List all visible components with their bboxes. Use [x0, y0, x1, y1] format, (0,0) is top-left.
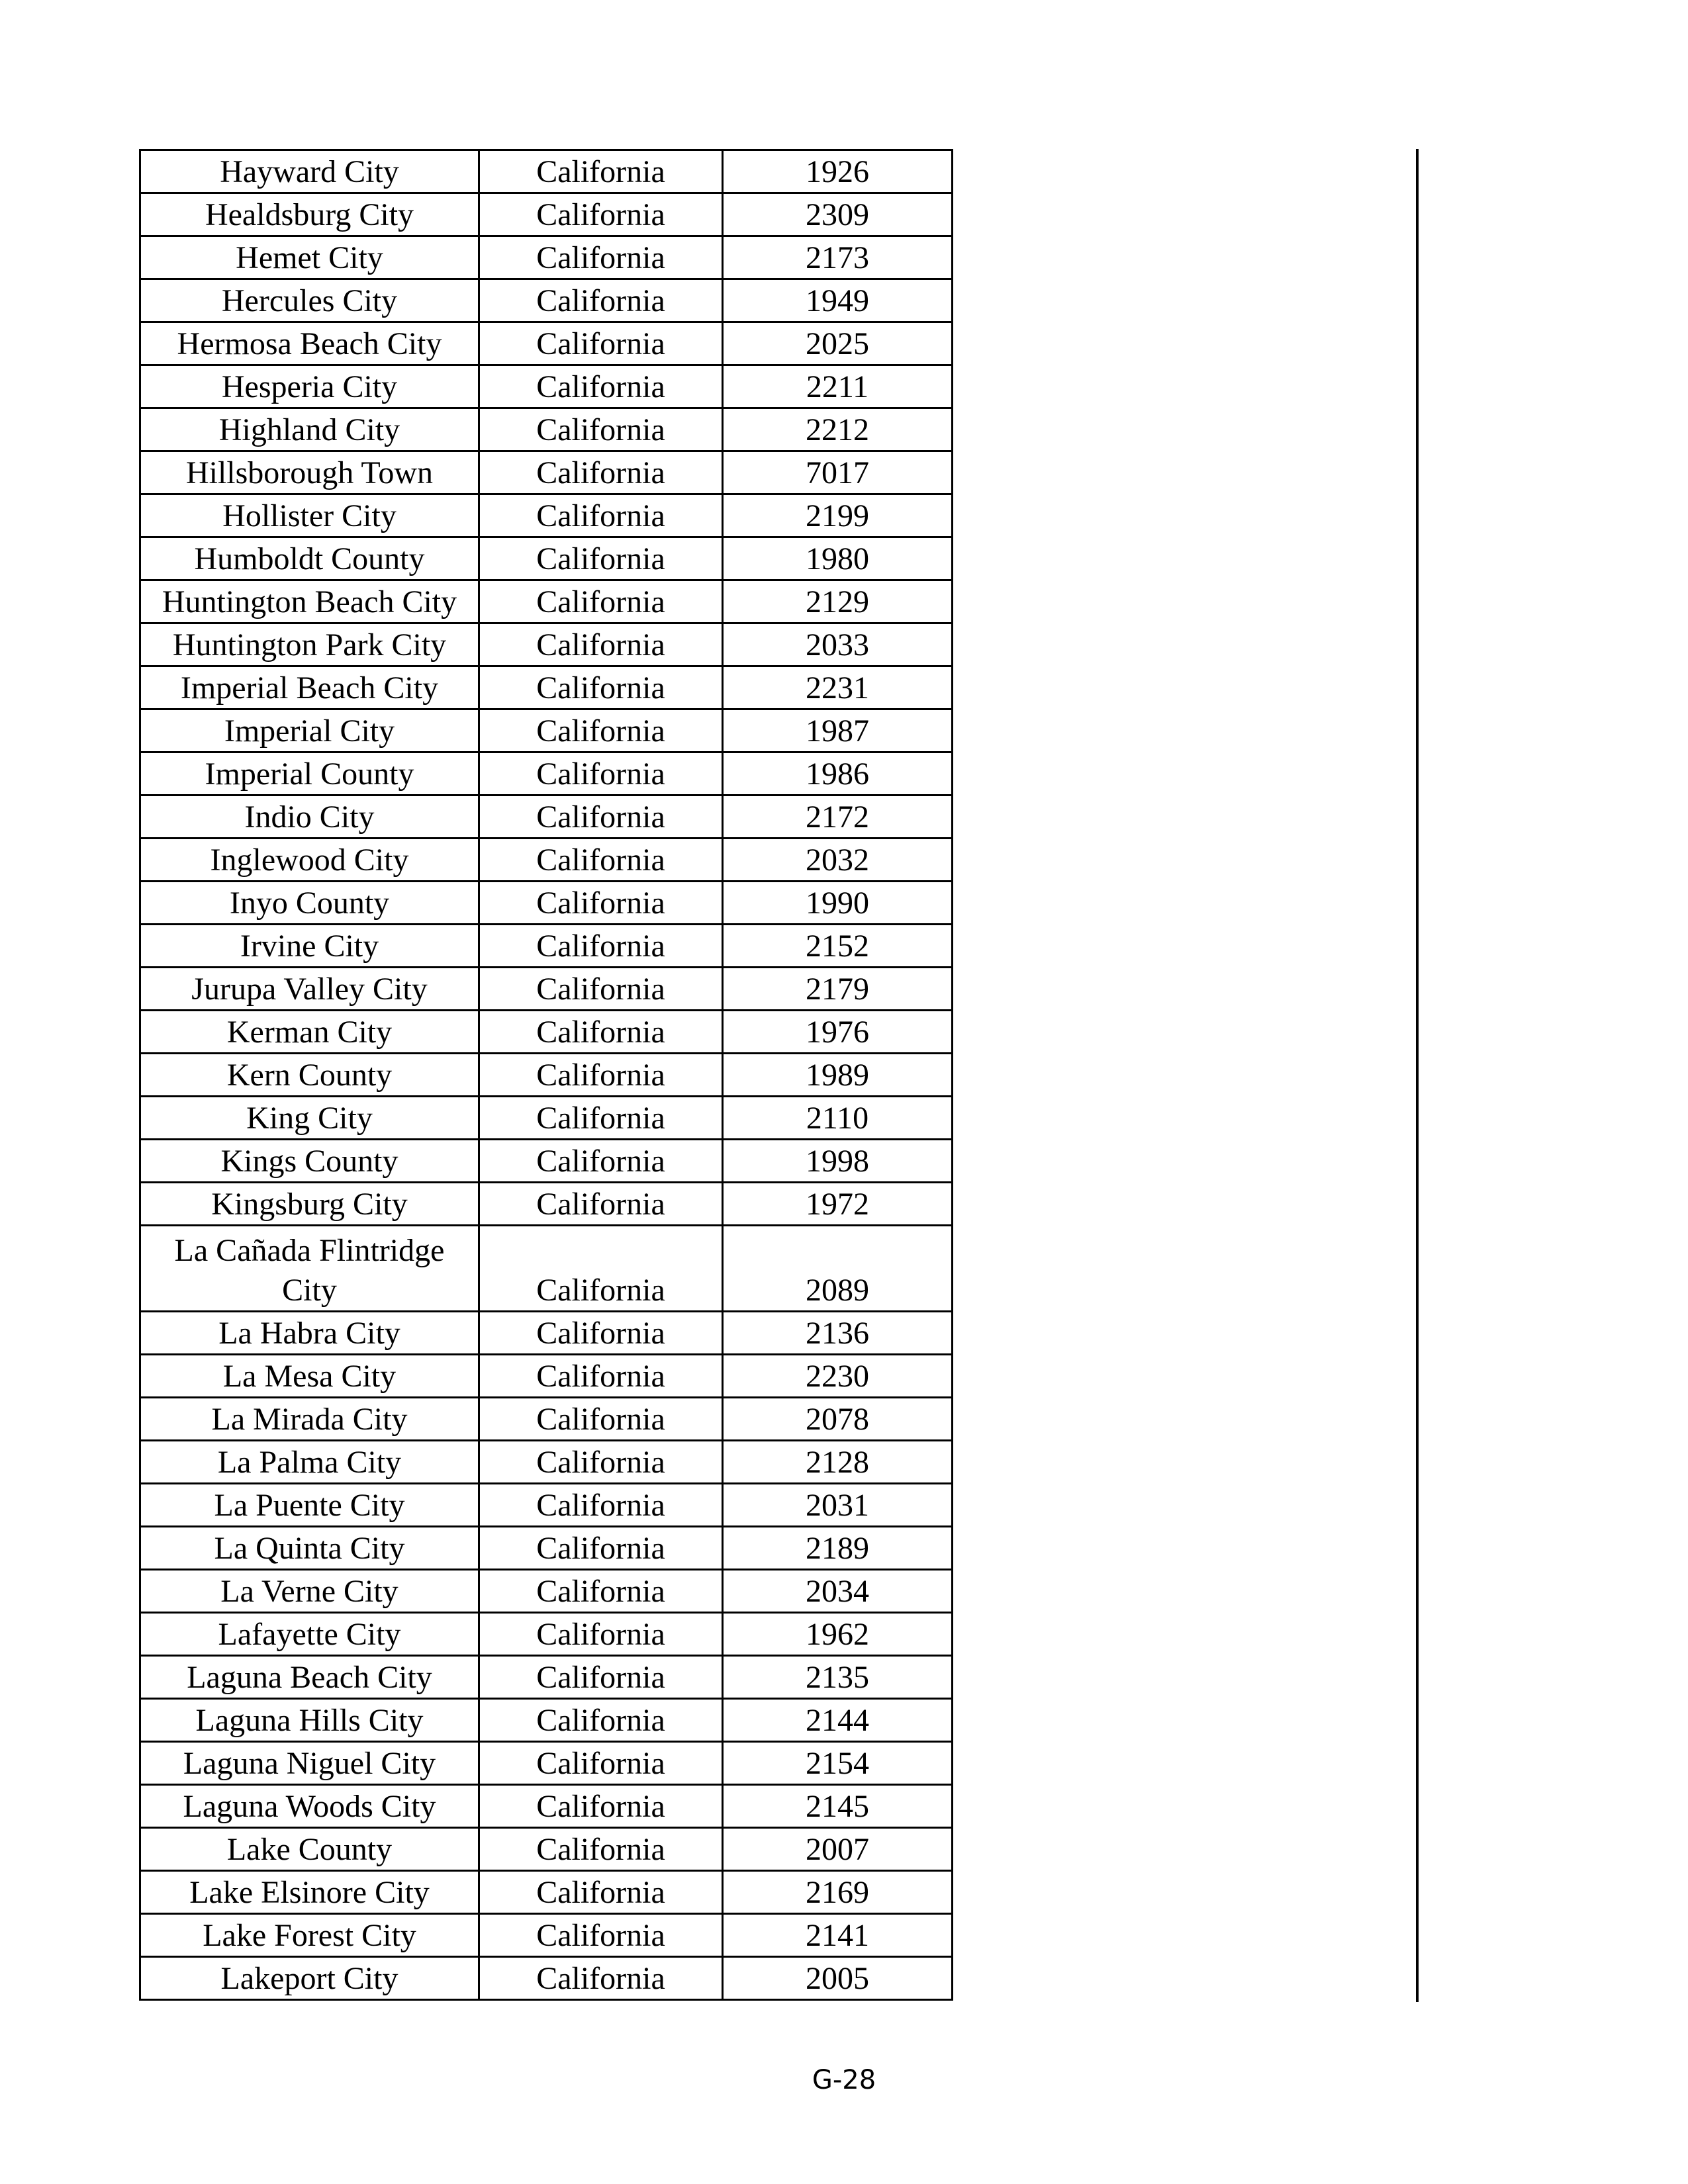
table-row	[140, 666, 953, 709]
state-cell: California	[479, 1871, 723, 1914]
state-cell: California	[479, 322, 723, 365]
table-row	[140, 322, 953, 365]
state-cell: California	[479, 623, 723, 666]
code-cell: 2152	[723, 925, 953, 968]
code-cell: 2179	[723, 968, 953, 1011]
table-row	[140, 968, 953, 1011]
jurisdiction-name-cell: Huntington Beach City	[140, 580, 479, 623]
state-cell: California	[479, 365, 723, 408]
state-cell: California	[479, 752, 723, 796]
state-cell: California	[479, 1785, 723, 1828]
state-cell: California	[479, 1011, 723, 1054]
code-cell: 1926	[723, 150, 953, 193]
state-cell: California	[479, 236, 723, 279]
state-cell: California	[479, 1699, 723, 1742]
jurisdiction-name-cell: King City	[140, 1097, 479, 1140]
state-cell: California	[479, 796, 723, 839]
code-cell: 2169	[723, 1871, 953, 1914]
jurisdiction-name-cell: Inyo County	[140, 882, 479, 925]
code-cell: 2189	[723, 1527, 953, 1570]
code-cell: 2199	[723, 494, 953, 537]
jurisdiction-name-cell: Irvine City	[140, 925, 479, 968]
table-row	[140, 494, 953, 537]
table-row	[140, 1226, 953, 1312]
jurisdiction-name-cell: Imperial City	[140, 709, 479, 752]
jurisdiction-name-cell: Huntington Park City	[140, 623, 479, 666]
state-cell: California	[479, 1441, 723, 1484]
table-row	[140, 1183, 953, 1226]
state-cell: California	[479, 1742, 723, 1785]
jurisdiction-name-cell: Hemet City	[140, 236, 479, 279]
code-cell: 2078	[723, 1398, 953, 1441]
code-cell: 2089	[723, 1226, 953, 1312]
code-cell: 1980	[723, 537, 953, 580]
state-cell: California	[479, 1183, 723, 1226]
state-cell: California	[479, 882, 723, 925]
jurisdiction-name-cell: Laguna Niguel City	[140, 1742, 479, 1785]
state-cell: California	[479, 709, 723, 752]
page-number: G-28	[812, 2065, 876, 2095]
jurisdiction-name-cell: Imperial Beach City	[140, 666, 479, 709]
table-row	[140, 1054, 953, 1097]
state-cell: California	[479, 1054, 723, 1097]
state-cell: California	[479, 1527, 723, 1570]
jurisdiction-name-cell: La Mesa City	[140, 1355, 479, 1398]
table-row	[140, 580, 953, 623]
state-cell: California	[479, 537, 723, 580]
table-row	[140, 1871, 953, 1914]
state-cell: California	[479, 150, 723, 193]
code-cell: 2212	[723, 408, 953, 451]
state-cell: California	[479, 1140, 723, 1183]
jurisdiction-name-cell: Laguna Hills City	[140, 1699, 479, 1742]
code-cell: 2172	[723, 796, 953, 839]
code-cell: 2034	[723, 1570, 953, 1613]
table-row	[140, 1613, 953, 1656]
code-cell: 2136	[723, 1312, 953, 1355]
jurisdiction-name-cell: La Cañada Flintridge City	[140, 1226, 479, 1312]
state-cell: California	[479, 1355, 723, 1398]
jurisdiction-name-cell: Indio City	[140, 796, 479, 839]
code-cell: 2231	[723, 666, 953, 709]
jurisdiction-table-container	[139, 149, 951, 2001]
code-cell: 2211	[723, 365, 953, 408]
state-cell: California	[479, 1398, 723, 1441]
state-cell: California	[479, 408, 723, 451]
code-cell: 1962	[723, 1613, 953, 1656]
table-row	[140, 1914, 953, 1957]
table-row	[140, 408, 953, 451]
table-row	[140, 925, 953, 968]
table-row	[140, 1441, 953, 1484]
table-row	[140, 1140, 953, 1183]
table-row	[140, 537, 953, 580]
jurisdiction-name-cell: La Habra City	[140, 1312, 479, 1355]
state-cell: California	[479, 193, 723, 236]
table-row	[140, 1312, 953, 1355]
table-row	[140, 1527, 953, 1570]
jurisdiction-name-cell: Hollister City	[140, 494, 479, 537]
state-cell: California	[479, 451, 723, 494]
jurisdiction-name-cell: La Palma City	[140, 1441, 479, 1484]
state-cell: California	[479, 666, 723, 709]
jurisdiction-name-cell: Laguna Beach City	[140, 1656, 479, 1699]
jurisdiction-name-cell: La Mirada City	[140, 1398, 479, 1441]
code-cell: 2110	[723, 1097, 953, 1140]
jurisdiction-name-cell: Healdsburg City	[140, 193, 479, 236]
code-cell: 2144	[723, 1699, 953, 1742]
table-row	[140, 1484, 953, 1527]
code-cell: 1986	[723, 752, 953, 796]
jurisdiction-name-cell: Kings County	[140, 1140, 479, 1183]
state-cell: California	[479, 1656, 723, 1699]
table-row	[140, 1699, 953, 1742]
code-cell: 2007	[723, 1828, 953, 1871]
state-cell: California	[479, 494, 723, 537]
table-row	[140, 279, 953, 322]
table-row	[140, 1097, 953, 1140]
state-cell: California	[479, 1226, 723, 1312]
table-row	[140, 1656, 953, 1699]
jurisdiction-name-cell: Hillsborough Town	[140, 451, 479, 494]
table-row	[140, 796, 953, 839]
table-row	[140, 150, 953, 193]
code-cell: 2141	[723, 1914, 953, 1957]
jurisdiction-name-cell: Kern County	[140, 1054, 479, 1097]
table-row	[140, 1742, 953, 1785]
table-row	[140, 193, 953, 236]
jurisdiction-name-cell: Hesperia City	[140, 365, 479, 408]
jurisdiction-name-cell: Kingsburg City	[140, 1183, 479, 1226]
table-row	[140, 882, 953, 925]
code-cell: 1987	[723, 709, 953, 752]
jurisdiction-name-cell: Kerman City	[140, 1011, 479, 1054]
code-cell: 2005	[723, 1957, 953, 2000]
table-row	[140, 1785, 953, 1828]
jurisdiction-name-cell: Inglewood City	[140, 839, 479, 882]
jurisdiction-name-cell: Lake County	[140, 1828, 479, 1871]
table-row	[140, 709, 953, 752]
jurisdiction-name-cell: Highland City	[140, 408, 479, 451]
jurisdiction-name-cell: La Verne City	[140, 1570, 479, 1613]
jurisdiction-name-cell: Laguna Woods City	[140, 1785, 479, 1828]
state-cell: California	[479, 925, 723, 968]
code-cell: 1976	[723, 1011, 953, 1054]
right-margin-rule	[1416, 149, 1419, 2002]
code-cell: 2129	[723, 580, 953, 623]
jurisdiction-name-cell: Imperial County	[140, 752, 479, 796]
state-cell: California	[479, 1957, 723, 2000]
jurisdiction-name-cell: Lakeport City	[140, 1957, 479, 2000]
table-row	[140, 1828, 953, 1871]
jurisdiction-name-cell: Lafayette City	[140, 1613, 479, 1656]
code-cell: 2033	[723, 623, 953, 666]
state-cell: California	[479, 839, 723, 882]
state-cell: California	[479, 1484, 723, 1527]
code-cell: 2135	[723, 1656, 953, 1699]
code-cell: 1949	[723, 279, 953, 322]
table-row	[140, 1011, 953, 1054]
code-cell: 2032	[723, 839, 953, 882]
state-cell: California	[479, 1613, 723, 1656]
table-row	[140, 623, 953, 666]
jurisdiction-name-cell: La Puente City	[140, 1484, 479, 1527]
table-row	[140, 451, 953, 494]
table-row	[140, 1398, 953, 1441]
state-cell: California	[479, 968, 723, 1011]
jurisdiction-name-cell: Lake Forest City	[140, 1914, 479, 1957]
jurisdiction-table-body	[140, 150, 953, 2000]
code-cell: 1989	[723, 1054, 953, 1097]
state-cell: California	[479, 1828, 723, 1871]
code-cell: 2145	[723, 1785, 953, 1828]
jurisdiction-name-cell: Hercules City	[140, 279, 479, 322]
jurisdiction-name-cell: Humboldt County	[140, 537, 479, 580]
code-cell: 2031	[723, 1484, 953, 1527]
table-row	[140, 839, 953, 882]
state-cell: California	[479, 1097, 723, 1140]
state-cell: California	[479, 1914, 723, 1957]
code-cell: 2128	[723, 1441, 953, 1484]
code-cell: 2154	[723, 1742, 953, 1785]
state-cell: California	[479, 580, 723, 623]
code-cell: 2309	[723, 193, 953, 236]
code-cell: 2173	[723, 236, 953, 279]
table-row	[140, 1355, 953, 1398]
jurisdiction-name-cell: Jurupa Valley City	[140, 968, 479, 1011]
code-cell: 1990	[723, 882, 953, 925]
code-cell: 1998	[723, 1140, 953, 1183]
state-cell: California	[479, 279, 723, 322]
code-cell: 7017	[723, 451, 953, 494]
table-row	[140, 1957, 953, 2000]
table-row	[140, 1570, 953, 1613]
code-cell: 2230	[723, 1355, 953, 1398]
jurisdiction-name-cell: Lake Elsinore City	[140, 1871, 479, 1914]
jurisdiction-name-cell: Hermosa Beach City	[140, 322, 479, 365]
state-cell: California	[479, 1570, 723, 1613]
jurisdiction-table	[139, 149, 953, 2001]
jurisdiction-name-cell: Hayward City	[140, 150, 479, 193]
table-row	[140, 752, 953, 796]
code-cell: 1972	[723, 1183, 953, 1226]
jurisdiction-name-cell: La Quinta City	[140, 1527, 479, 1570]
code-cell: 2025	[723, 322, 953, 365]
table-row	[140, 236, 953, 279]
table-row	[140, 365, 953, 408]
state-cell: California	[479, 1312, 723, 1355]
